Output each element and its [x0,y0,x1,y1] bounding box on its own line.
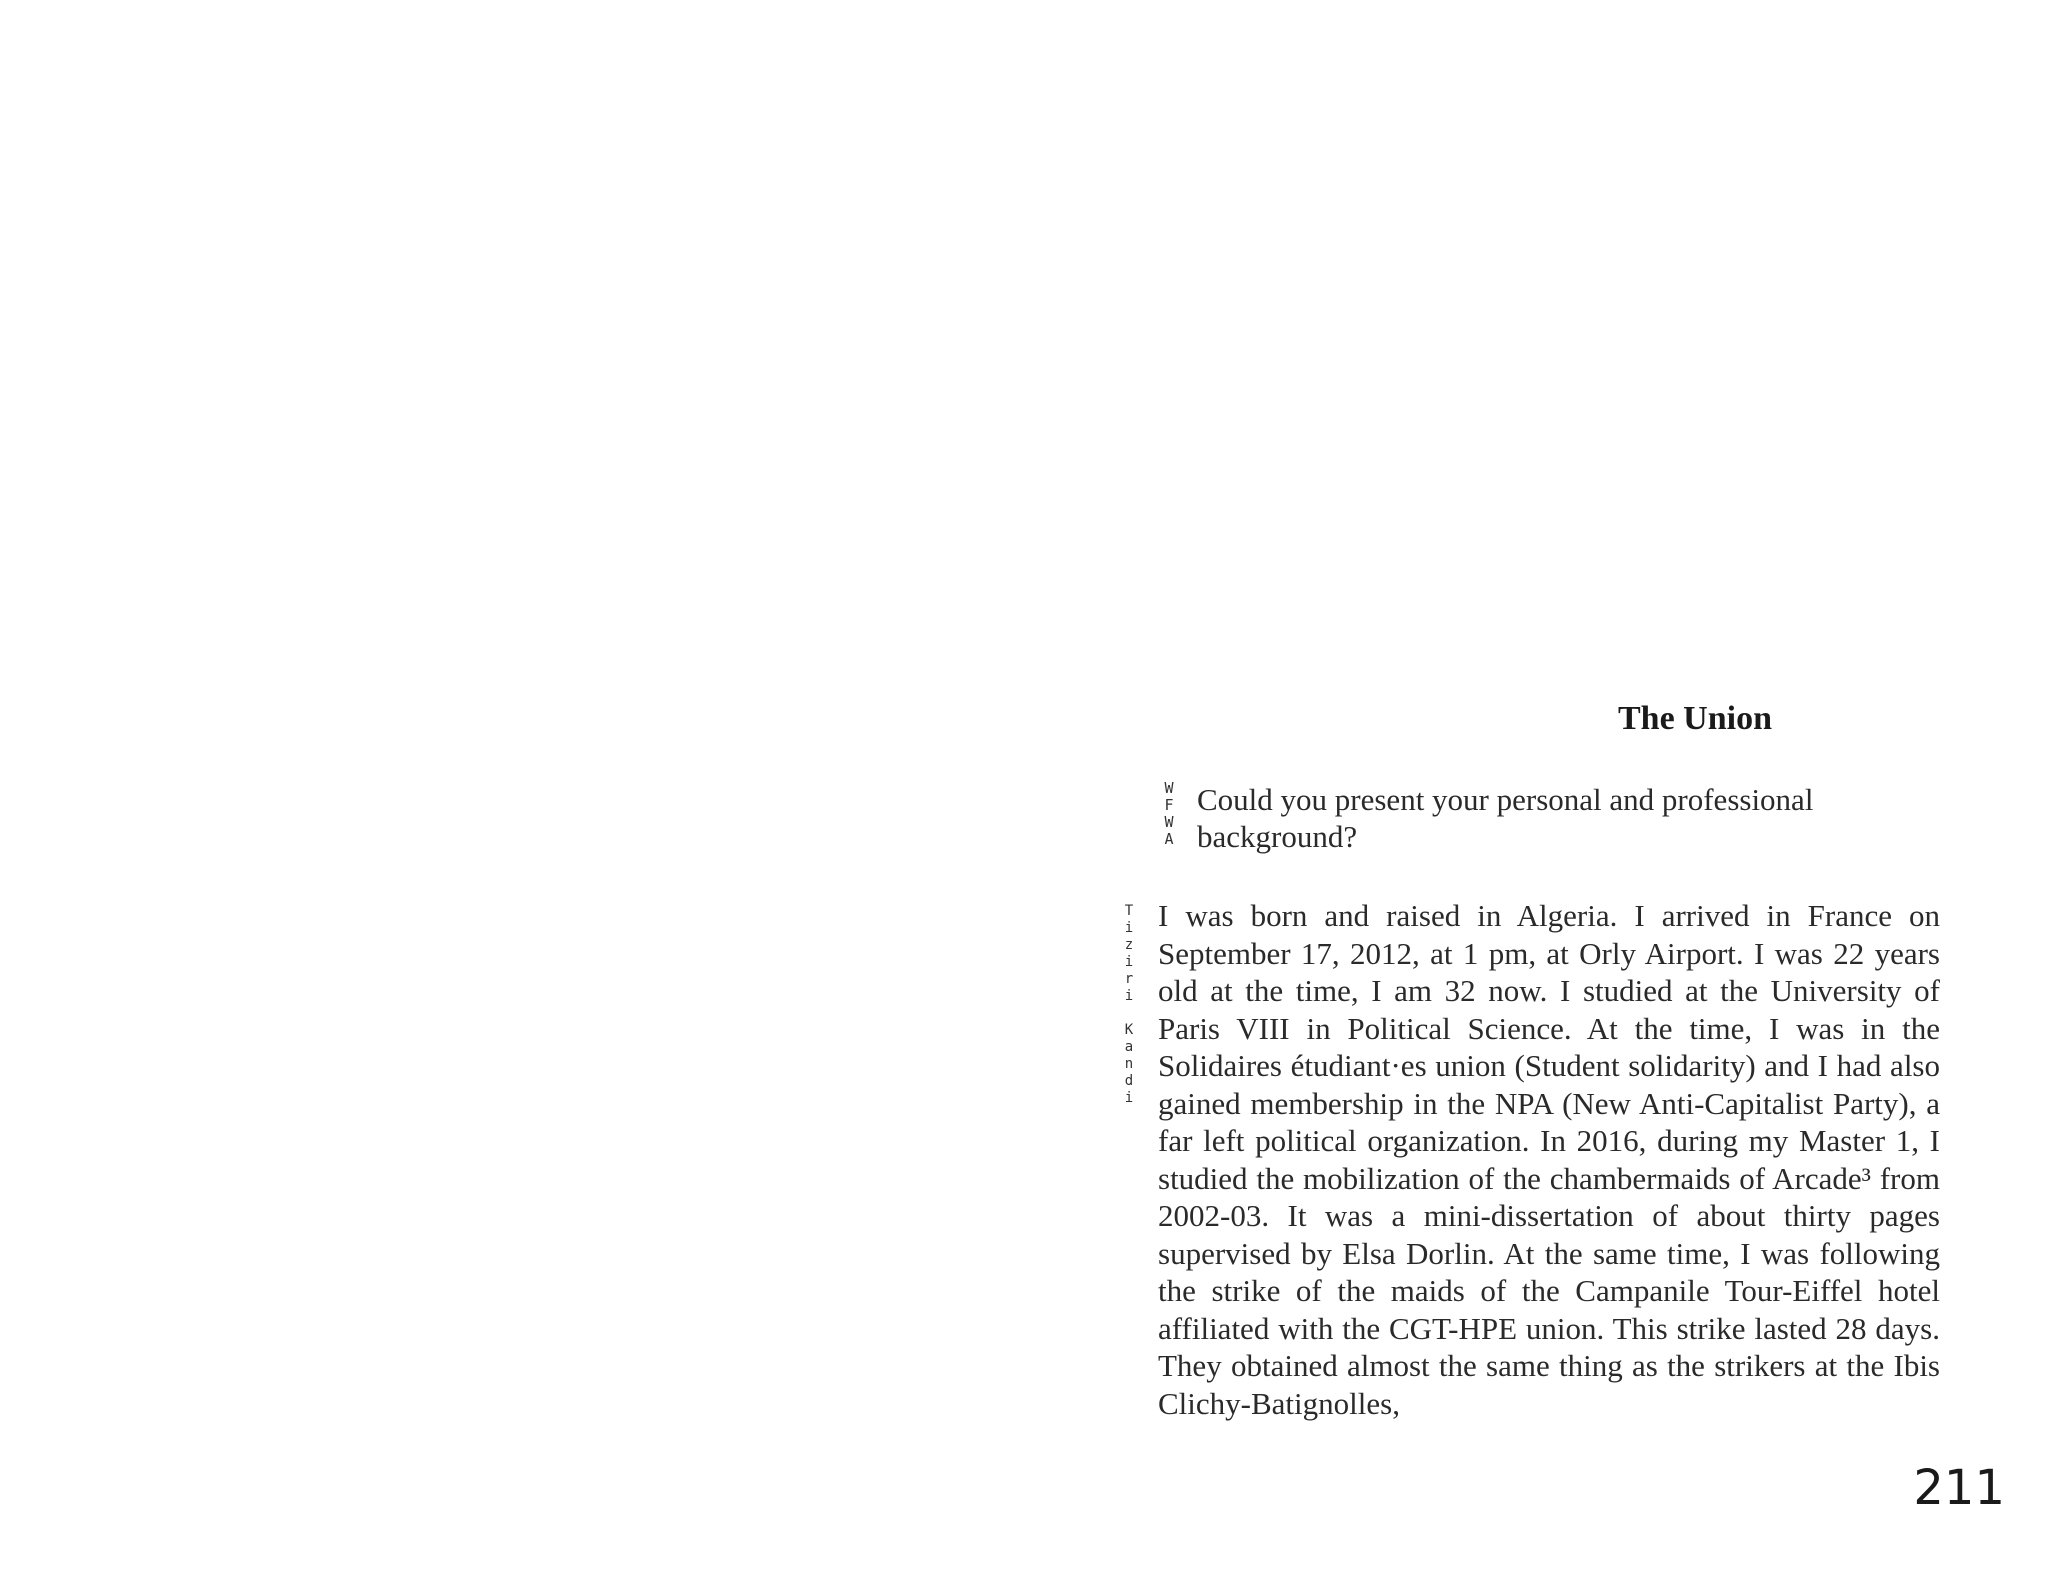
interview-answer: I was born and raised in Algeria. I arrived in France on September 17, 2012, at 1 pm, at Orly Airport. I was 22 years old at the time, I am 32 now. I studied at the University of Paris VIII in Political Science. At the time, I was in the Solidaires étudiant·es union (Student solidarity) and I had also gained membership in the NPA (New Anti-Capitalist Party), a far left political organization. In 2016, during my Master 1, I studied the mobilization of the chambermaids of Arcade³ from 2002-03. It was a mini-dissertation of about thirty pages supervised by Elsa Dorlin. At the same time, I was following the strike of the maids of the Campanile Tour-Eiffel hotel affiliated with the CGT-HPE union. This strike lasted 28 days. They obtained almost the same thing as the strikers at the Ibis Clichy-Batignolles, [1158,898,1940,1421]
page-right [1124,0,2047,1575]
answer-speaker-label: T i z i r i K a n d i [1124,903,1134,1106]
interview-question: Could you present your personal and professional background? [1197,782,1814,854]
section-title: The Union [1618,700,1772,737]
question-speaker-label: W F W A [1164,779,1174,848]
page-number: 211 [1913,1460,2005,1516]
